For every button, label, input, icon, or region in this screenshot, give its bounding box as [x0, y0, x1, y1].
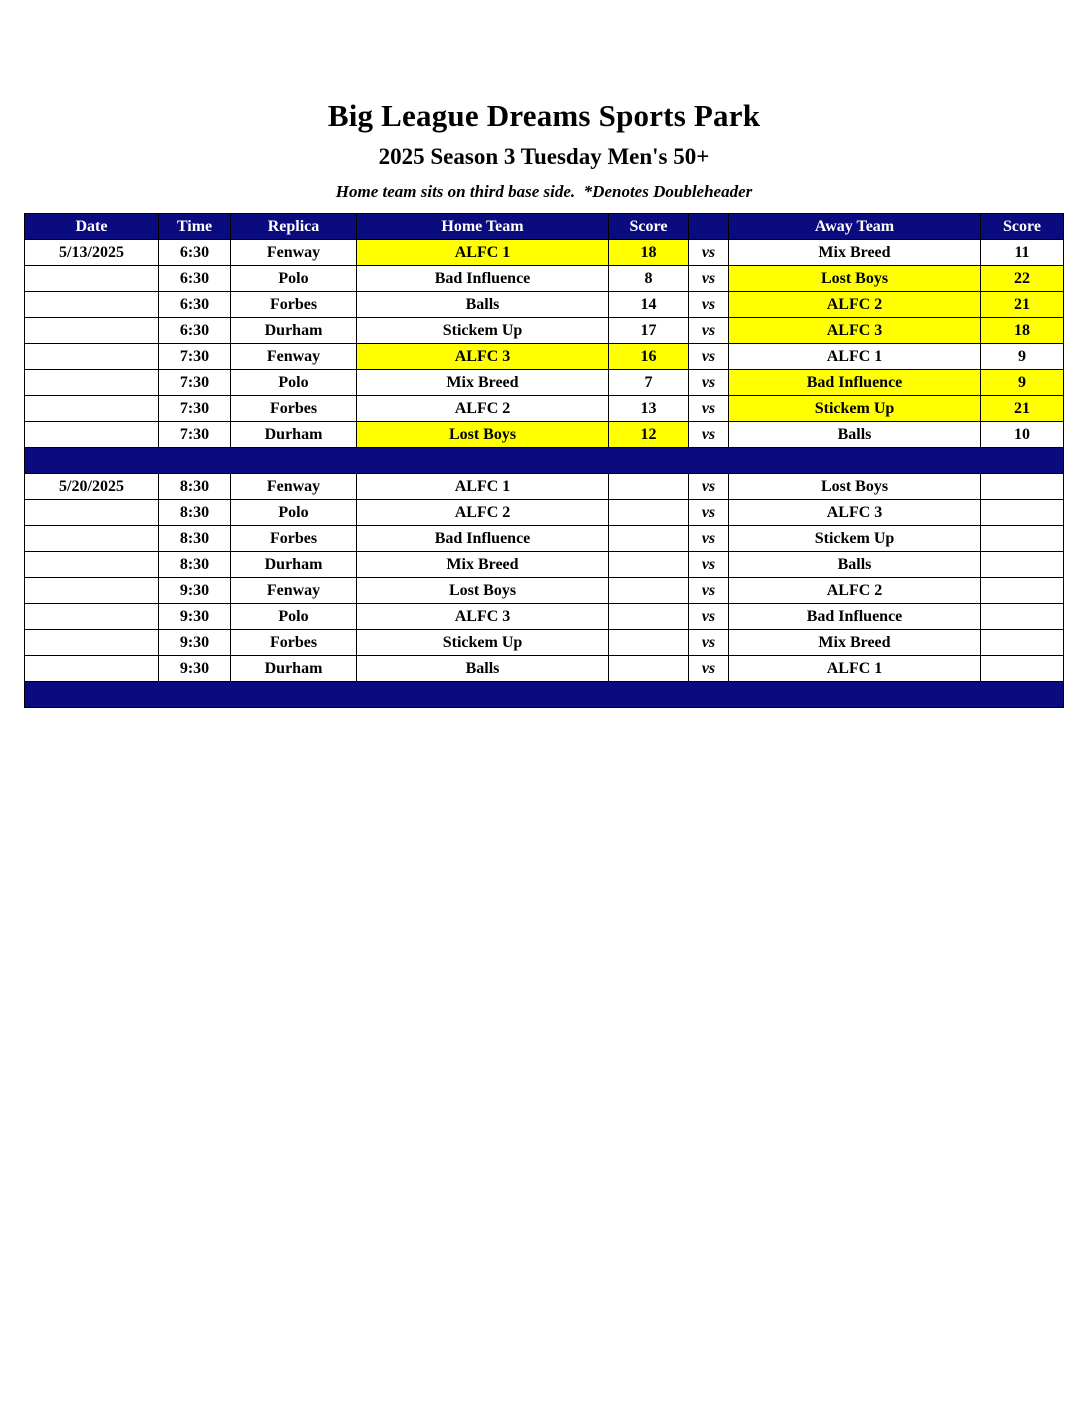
away-team-cell: Lost Boys: [729, 266, 981, 292]
home-score-cell: 17: [609, 318, 689, 344]
away-team-cell: Balls: [729, 422, 981, 448]
away-team-cell: ALFC 1: [729, 656, 981, 682]
away-team-cell: ALFC 2: [729, 578, 981, 604]
date-cell: [25, 578, 159, 604]
date-cell: [25, 604, 159, 630]
home-score-cell: [609, 526, 689, 552]
vs-cell: vs: [689, 266, 729, 292]
time-cell: 6:30: [159, 318, 231, 344]
home-score-cell: [609, 630, 689, 656]
time-cell: 6:30: [159, 266, 231, 292]
date-cell: 5/13/2025: [25, 240, 159, 266]
home-score-cell: 14: [609, 292, 689, 318]
page-subtitle: 2025 Season 3 Tuesday Men's 50+: [378, 144, 710, 169]
replica-cell: Polo: [231, 370, 357, 396]
separator-row: [25, 448, 1064, 474]
home-team-cell: Lost Boys: [357, 578, 609, 604]
header-time: Time: [159, 214, 231, 240]
away-score-cell: [981, 474, 1064, 500]
replica-cell: Forbes: [231, 630, 357, 656]
date-cell: [25, 526, 159, 552]
home-score-cell: [609, 500, 689, 526]
vs-cell: vs: [689, 656, 729, 682]
time-cell: 6:30: [159, 240, 231, 266]
away-score-cell: [981, 578, 1064, 604]
away-score-cell: 22: [981, 266, 1064, 292]
date-cell: [25, 422, 159, 448]
home-score-cell: 7: [609, 370, 689, 396]
away-score-cell: 11: [981, 240, 1064, 266]
vs-cell: vs: [689, 344, 729, 370]
replica-cell: Polo: [231, 604, 357, 630]
vs-cell: vs: [689, 370, 729, 396]
schedule-body: [25, 240, 1064, 708]
time-cell: 7:30: [159, 344, 231, 370]
date-cell: [25, 292, 159, 318]
replica-cell: Forbes: [231, 292, 357, 318]
vs-cell: vs: [689, 500, 729, 526]
vs-cell: vs: [689, 604, 729, 630]
schedule-table: [24, 213, 1064, 708]
time-cell: 8:30: [159, 500, 231, 526]
date-cell: [25, 318, 159, 344]
away-score-cell: 21: [981, 292, 1064, 318]
away-score-cell: [981, 630, 1064, 656]
header-vs: [689, 214, 729, 240]
away-team-cell: Bad Influence: [729, 370, 981, 396]
vs-cell: vs: [689, 396, 729, 422]
game-row: [25, 526, 1064, 552]
home-team-cell: Bad Influence: [357, 266, 609, 292]
page-note: Home team sits on third base side. *Denotes Doubleheader: [335, 182, 753, 201]
time-cell: 9:30: [159, 656, 231, 682]
away-team-cell: ALFC 1: [729, 344, 981, 370]
header-date: Date: [25, 214, 159, 240]
away-team-cell: Mix Breed: [729, 630, 981, 656]
game-row: [25, 630, 1064, 656]
away-team-cell: Stickem Up: [729, 526, 981, 552]
replica-cell: Fenway: [231, 344, 357, 370]
away-score-cell: 9: [981, 344, 1064, 370]
away-score-cell: [981, 656, 1064, 682]
date-cell: [25, 266, 159, 292]
time-cell: 9:30: [159, 578, 231, 604]
header-replica: Replica: [231, 214, 357, 240]
game-row: [25, 474, 1064, 500]
home-team-cell: Mix Breed: [357, 370, 609, 396]
date-cell: [25, 656, 159, 682]
home-score-cell: [609, 552, 689, 578]
home-team-cell: Bad Influence: [357, 526, 609, 552]
time-cell: 9:30: [159, 604, 231, 630]
home-team-cell: Lost Boys: [357, 422, 609, 448]
replica-cell: Durham: [231, 656, 357, 682]
date-cell: [25, 396, 159, 422]
game-row: [25, 656, 1064, 682]
vs-cell: vs: [689, 422, 729, 448]
home-score-cell: [609, 578, 689, 604]
home-team-cell: ALFC 3: [357, 344, 609, 370]
replica-cell: Durham: [231, 318, 357, 344]
away-score-cell: [981, 604, 1064, 630]
game-row: [25, 422, 1064, 448]
home-score-cell: [609, 474, 689, 500]
game-row: [25, 500, 1064, 526]
game-row: [25, 604, 1064, 630]
away-team-cell: Stickem Up: [729, 396, 981, 422]
game-row: [25, 292, 1064, 318]
away-team-cell: Bad Influence: [729, 604, 981, 630]
game-row: [25, 370, 1064, 396]
replica-cell: Durham: [231, 422, 357, 448]
date-cell: [25, 344, 159, 370]
game-row: [25, 318, 1064, 344]
vs-cell: vs: [689, 292, 729, 318]
game-row: [25, 578, 1064, 604]
away-score-cell: 10: [981, 422, 1064, 448]
time-cell: 7:30: [159, 370, 231, 396]
home-team-cell: Stickem Up: [357, 318, 609, 344]
home-score-cell: 18: [609, 240, 689, 266]
replica-cell: Fenway: [231, 474, 357, 500]
away-team-cell: ALFC 3: [729, 318, 981, 344]
away-team-cell: Mix Breed: [729, 240, 981, 266]
separator-cell: [25, 448, 1064, 474]
home-score-cell: [609, 604, 689, 630]
away-team-cell: Balls: [729, 552, 981, 578]
time-cell: 8:30: [159, 526, 231, 552]
home-score-cell: 12: [609, 422, 689, 448]
page-title: Big League Dreams Sports Park: [327, 98, 761, 133]
away-team-cell: ALFC 3: [729, 500, 981, 526]
replica-cell: Fenway: [231, 240, 357, 266]
header-home-team: Home Team: [357, 214, 609, 240]
away-team-cell: Lost Boys: [729, 474, 981, 500]
replica-cell: Forbes: [231, 526, 357, 552]
time-cell: 8:30: [159, 474, 231, 500]
vs-cell: vs: [689, 552, 729, 578]
separator-row: [25, 682, 1064, 708]
date-cell: [25, 630, 159, 656]
time-cell: 6:30: [159, 292, 231, 318]
home-team-cell: ALFC 2: [357, 500, 609, 526]
home-team-cell: Balls: [357, 656, 609, 682]
replica-cell: Fenway: [231, 578, 357, 604]
date-cell: [25, 552, 159, 578]
home-team-cell: ALFC 1: [357, 474, 609, 500]
header-away-team: Away Team: [729, 214, 981, 240]
header-away-score: Score: [981, 214, 1064, 240]
time-cell: 7:30: [159, 422, 231, 448]
game-row: [25, 240, 1064, 266]
home-score-cell: 13: [609, 396, 689, 422]
home-team-cell: ALFC 3: [357, 604, 609, 630]
away-score-cell: [981, 526, 1064, 552]
header-home-score: Score: [609, 214, 689, 240]
home-score-cell: [609, 656, 689, 682]
replica-cell: Polo: [231, 500, 357, 526]
date-cell: [25, 370, 159, 396]
replica-cell: Forbes: [231, 396, 357, 422]
home-team-cell: Balls: [357, 292, 609, 318]
away-score-cell: [981, 500, 1064, 526]
replica-cell: Durham: [231, 552, 357, 578]
game-row: [25, 344, 1064, 370]
away-score-cell: [981, 552, 1064, 578]
game-row: [25, 266, 1064, 292]
game-row: [25, 396, 1064, 422]
header-row: [25, 214, 1064, 240]
vs-cell: vs: [689, 474, 729, 500]
away-score-cell: 21: [981, 396, 1064, 422]
date-cell: [25, 500, 159, 526]
home-team-cell: Stickem Up: [357, 630, 609, 656]
vs-cell: vs: [689, 318, 729, 344]
date-cell: 5/20/2025: [25, 474, 159, 500]
home-team-cell: ALFC 2: [357, 396, 609, 422]
home-team-cell: Mix Breed: [357, 552, 609, 578]
game-row: [25, 552, 1064, 578]
time-cell: 7:30: [159, 396, 231, 422]
vs-cell: vs: [689, 526, 729, 552]
away-score-cell: 9: [981, 370, 1064, 396]
vs-cell: vs: [689, 578, 729, 604]
home-score-cell: 8: [609, 266, 689, 292]
replica-cell: Polo: [231, 266, 357, 292]
vs-cell: vs: [689, 630, 729, 656]
vs-cell: vs: [689, 240, 729, 266]
separator-cell: [25, 682, 1064, 708]
home-score-cell: 16: [609, 344, 689, 370]
time-cell: 9:30: [159, 630, 231, 656]
away-team-cell: ALFC 2: [729, 292, 981, 318]
time-cell: 8:30: [159, 552, 231, 578]
away-score-cell: 18: [981, 318, 1064, 344]
home-team-cell: ALFC 1: [357, 240, 609, 266]
